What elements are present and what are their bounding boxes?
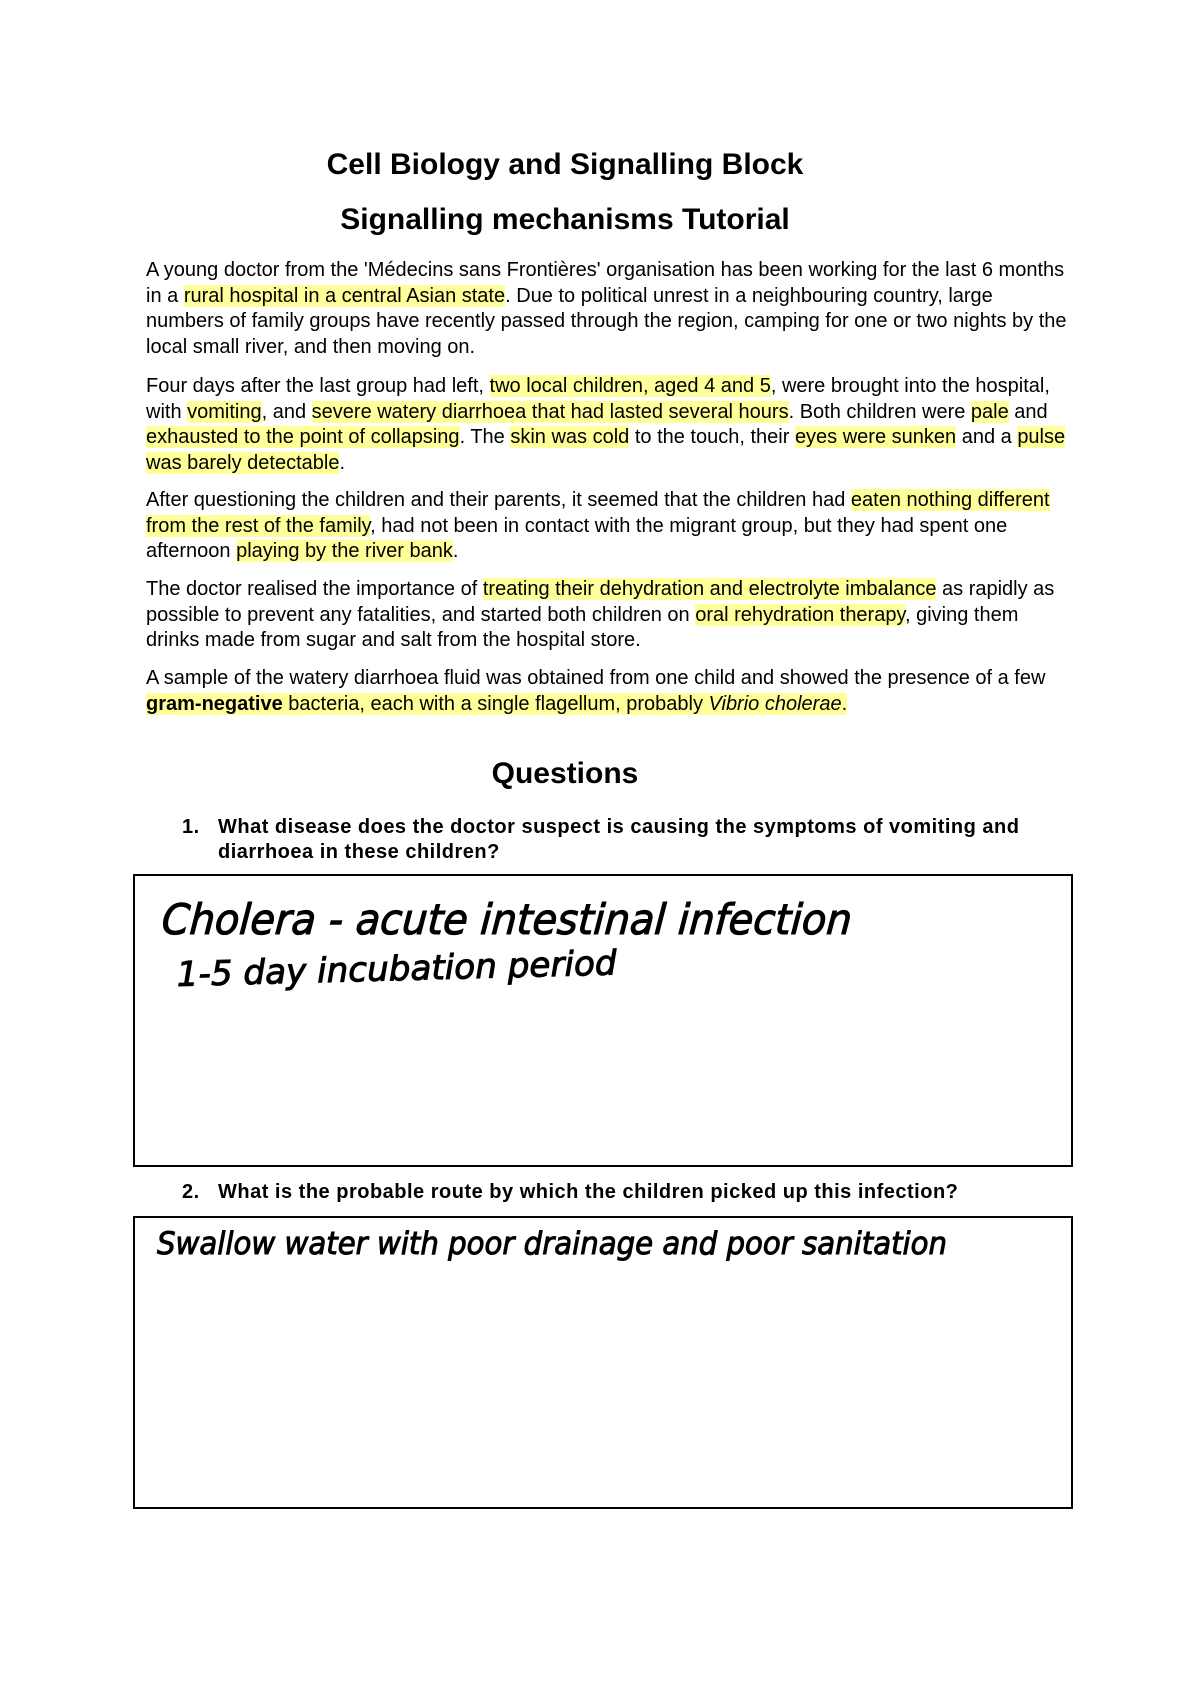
handwritten-answer-1 [135,876,1071,1165]
highlight: treating their dehydration and electrolyte imbalance [482,578,937,600]
scenario-paragraph-1: A young doctor from the 'Médecins sans Frontières' organisation has been working for the last 6 months in a rural hospital in a central Asian state. Due to political unrest in a neighbouring country, large numbers of family groups have recently passed through the region, camping for one or two nights by the local small river, and then moving on. [146,259,1067,358]
document-title: Cell Biology and Signalling Block [326,148,804,181]
document-subtitle: Signalling mechanisms Tutorial [340,203,790,236]
question-2 [182,1180,1062,1205]
scenario-paragraph-4: The doctor realised the importance of treating their dehydration and electrolyte imbalance as rapidly as possible to prevent any fatalities, and started both children on oral rehydration therapy, giving them drinks made from sugar and salt from the hospital store. [146,578,1055,651]
highlight: eyes were sunken [794,426,957,448]
highlight: skin was cold [510,426,630,448]
question-number: 1. [182,816,200,838]
answer-2-line-1: Swallow water with poor drainage and poor sanitation [157,1226,947,1262]
scenario-paragraph-2: Four days after the last group had left, two local children, aged 4 and 5, were brought into the hospital, with vomiting, and severe watery diarrhoea that had lasted several hours. Both children were pale and exhausted to the point of collapsing. The skin was cold to the touch, their eyes were sunken and a pulse was barely detectable. [146,375,1066,474]
questions-heading: Questions [491,757,639,790]
highlight: bacteria, each with a single flagellum, probably [282,692,709,715]
highlight: two local children, aged 4 and 5 [489,375,771,397]
highlight: pulse was barely detectable [146,426,1066,474]
highlight: playing by the river bank [236,540,453,562]
question-text: What is the probable route by which the children picked up this infection? [218,1181,959,1203]
answer-1-line-2: 1-5 day incubation period [176,943,615,995]
highlight: exhausted to the point of collapsing [146,426,460,448]
highlight: rural hospital in a central Asian state [183,284,506,307]
answer-box-1[interactable] [133,874,1073,1167]
highlight: pale [970,400,1009,423]
highlight: oral rehydration therapy [695,603,905,626]
highlight: eaten nothing different from the rest of the family [146,489,1050,537]
highlight: Vibrio cholerae [708,692,842,715]
question-1 [182,815,1062,865]
handwritten-answer-2 [135,1218,1071,1507]
highlight: gram-negative [146,692,283,715]
answer-1-line-1: Cholera - acute intestinal infection [160,895,890,944]
answer-box-2[interactable] [133,1216,1073,1509]
question-number: 2. [182,1181,200,1203]
highlight: vomiting [187,400,262,423]
highlight: severe watery diarrhoea that had lasted several hours [311,400,789,423]
highlight: . [841,692,848,715]
scenario-paragraph-3: After questioning the children and their parents, it seemed that the children had eaten nothing different from the rest of the family, had not been in contact with the migrant group, but they had spent one afternoon playing by the river bank. [146,489,1050,562]
scenario-paragraph-5: A sample of the watery diarrhoea fluid was obtained from one child and showed the presence of a few gram-negative bacteria, each with a single flagellum, probably Vibrio cholerae. [146,667,1046,715]
question-text: What disease does the doctor suspect is causing the symptoms of vomiting and diarrhoea in these children? [218,816,1020,863]
